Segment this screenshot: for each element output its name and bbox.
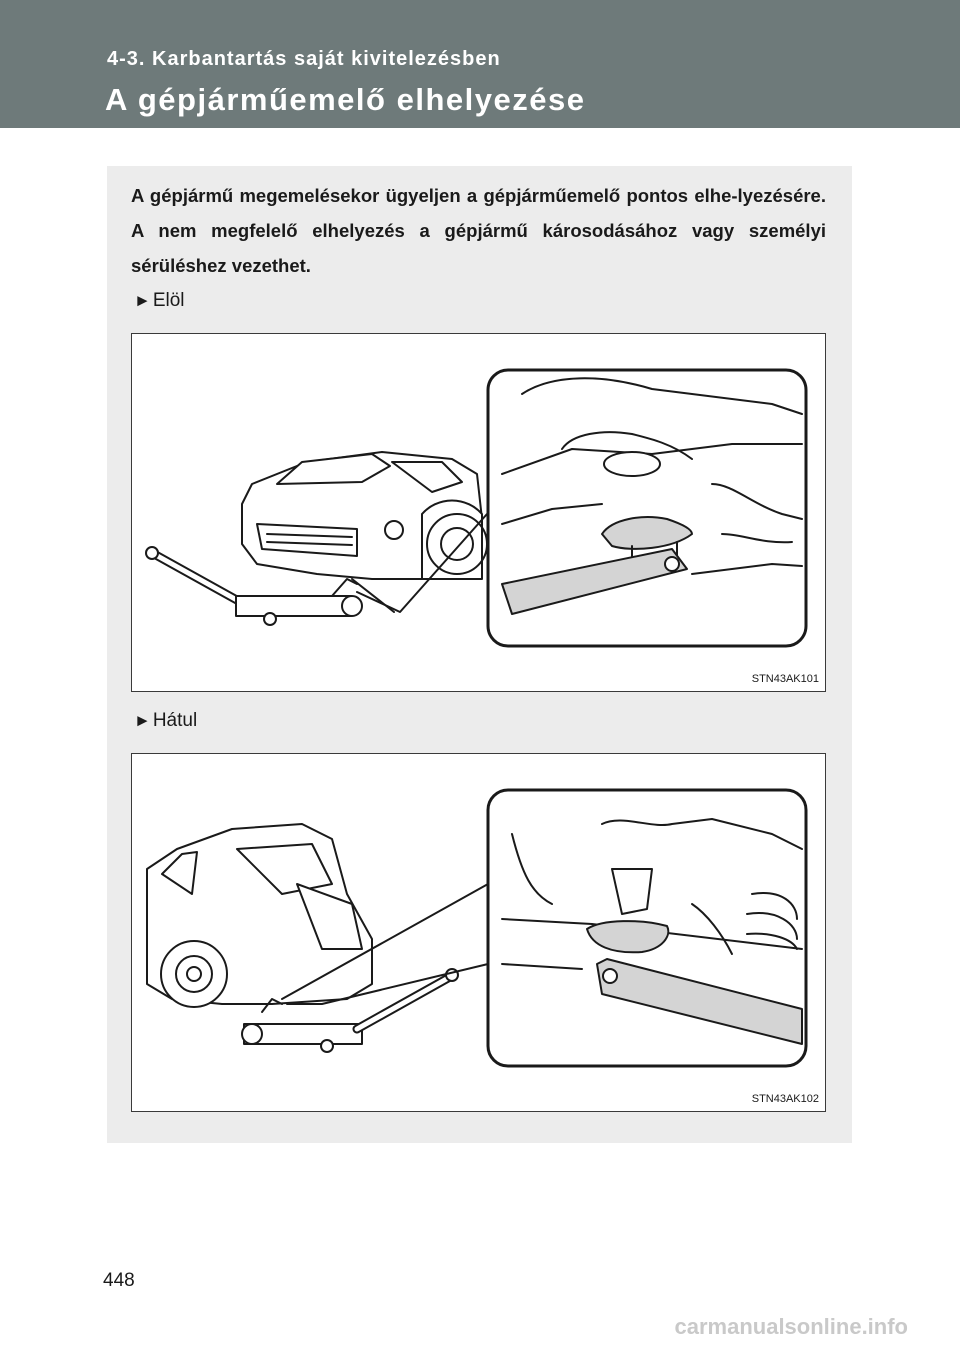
subheading-rear-label: Hátul [152, 710, 198, 731]
chapter-header [0, 0, 960, 128]
page-number: 448 [103, 1270, 135, 1291]
page-title: A gépjárműemelő elhelyezése [105, 82, 586, 117]
rear-jack-illustration [132, 754, 827, 1113]
figure-front-jack [131, 333, 826, 692]
front-jack-illustration [132, 334, 827, 693]
intro-paragraph: A gépjármű megemelésekor ügyeljen a gépjárműemelő pontos elhe-lyezésére. A nem megfelelő elhelyezés a gépjármű károsodásához vagy személyi sérüléshez vezethet. [131, 185, 826, 276]
section-label: 4-3. Karbantartás saját kivitelezésben [107, 48, 501, 70]
subheading-rear [134, 710, 197, 732]
triangle-marker-icon: ► [134, 291, 151, 310]
figure-rear-jack [131, 753, 826, 1112]
subheading-front-label: Elöl [152, 290, 185, 311]
figure-code: STN43AK102 [751, 1093, 819, 1105]
subheading-front [134, 290, 185, 312]
watermark: carmanualsonline.info [674, 1314, 908, 1339]
triangle-marker-icon: ► [134, 711, 151, 730]
figure-code: STN43AK101 [751, 673, 819, 685]
